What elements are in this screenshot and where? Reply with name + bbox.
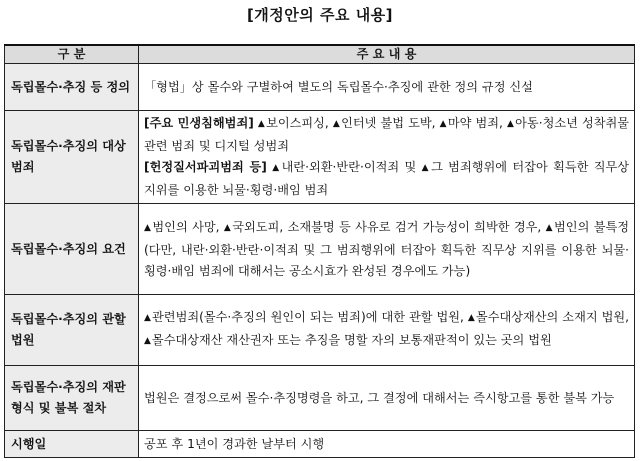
row-label: 독립몰수·추징의 재판 형식 및 불복 절차 [5, 366, 139, 431]
row-label: 독립몰수·추징의 요건 [5, 204, 139, 295]
table-row [5, 366, 635, 431]
bullet-triangle-icon: ▲ [467, 313, 475, 323]
group-title: [주요 민생침해범죄] [144, 116, 254, 130]
header-category: 구 분 [5, 45, 139, 64]
page-title: [개정안의 주요 내용] [246, 6, 394, 24]
bullet-triangle-icon: ▲ [545, 222, 554, 233]
table-header-row [5, 45, 635, 64]
row-content: 「형법」상 몰수와 구별하여 별도의 독립몰수·추징에 관한 정의 규정 신설 [139, 64, 635, 111]
bullet-triangle-icon: ▲ [439, 119, 447, 129]
list-item: 마약 범죄, [447, 116, 503, 130]
row-label: 시행일 [5, 431, 139, 458]
table-row [5, 295, 635, 366]
row-label: 독립몰수·추징의 대상범죄 [5, 111, 139, 204]
list-item: 보이스피싱, [266, 116, 329, 130]
group-title: [헌정질서파괴범죄 등] [144, 160, 267, 174]
list-item: 인터넷 불법 도박, [341, 116, 436, 130]
list-item: 범인의 불특정(다만, 내란·외환·반란·이적죄 및 그 범죄행위에 터잡아 획득한 직무상 지위를 이용한 뇌물·횡령·배임 범죄에 대해서는 공소시효가 완성된 경우에도 가능) [144, 219, 630, 278]
list-item: 그 범죄행위에 터잡아 획득한 직무상 지위를 이용한 뇌물·횡령·배임 범죄 [144, 160, 630, 197]
bullet-triangle-icon: ▲ [507, 119, 515, 129]
row-content [139, 295, 635, 366]
row-content: 공포 후 1년이 경과한 날부터 시행 [139, 431, 635, 458]
list-item: 범인의 사망, [152, 219, 220, 234]
row-label: 독립몰수·추징의 관할 법원 [5, 295, 139, 366]
bullet-triangle-icon: ▲ [144, 222, 152, 233]
bullet-triangle-icon: ▲ [223, 222, 232, 233]
bullet-triangle-icon: ▲ [144, 336, 151, 346]
table-row [5, 111, 635, 204]
bullet-triangle-icon: ▲ [144, 313, 152, 323]
row-content [139, 111, 635, 204]
list-item: 몰수대상재산의 소재지 법원, [475, 310, 630, 324]
table-row [5, 64, 635, 111]
table-row [5, 431, 635, 458]
row-content: 법원은 결정으로써 몰수·추징명령을 하고, 그 결정에 대해서는 즉시항고를 통한 불복 가능 [139, 366, 635, 431]
list-item: 국외도피, 소재불명 등 사유로 검거 가능성이 희박한 경우, [232, 219, 542, 234]
bullet-triangle-icon: ▲ [257, 119, 266, 129]
list-item: 아동·청소년 성착취물 관련 범죄 및 디지털 성범죄 [144, 116, 630, 153]
amendment-summary-table [4, 44, 635, 458]
bullet-triangle-icon: ▲ [332, 119, 341, 129]
list-item: 내란·외환·반란·이적죄 및 [281, 160, 417, 174]
list-item: 관련범죄(몰수·추징의 원인이 되는 범죄)에 대한 관할 법원, [152, 310, 464, 324]
row-label: 독립몰수·추징 등 정의 [5, 64, 139, 111]
row-content [139, 204, 635, 295]
bullet-triangle-icon: ▲ [272, 163, 281, 173]
header-content: 주 요 내 용 [139, 45, 635, 64]
list-item: 몰수대상재산 재산권자 또는 추징을 명할 자의 보통재판적이 있는 곳의 법원 [151, 333, 552, 347]
table-row [5, 204, 635, 295]
bullet-triangle-icon: ▲ [421, 163, 431, 173]
